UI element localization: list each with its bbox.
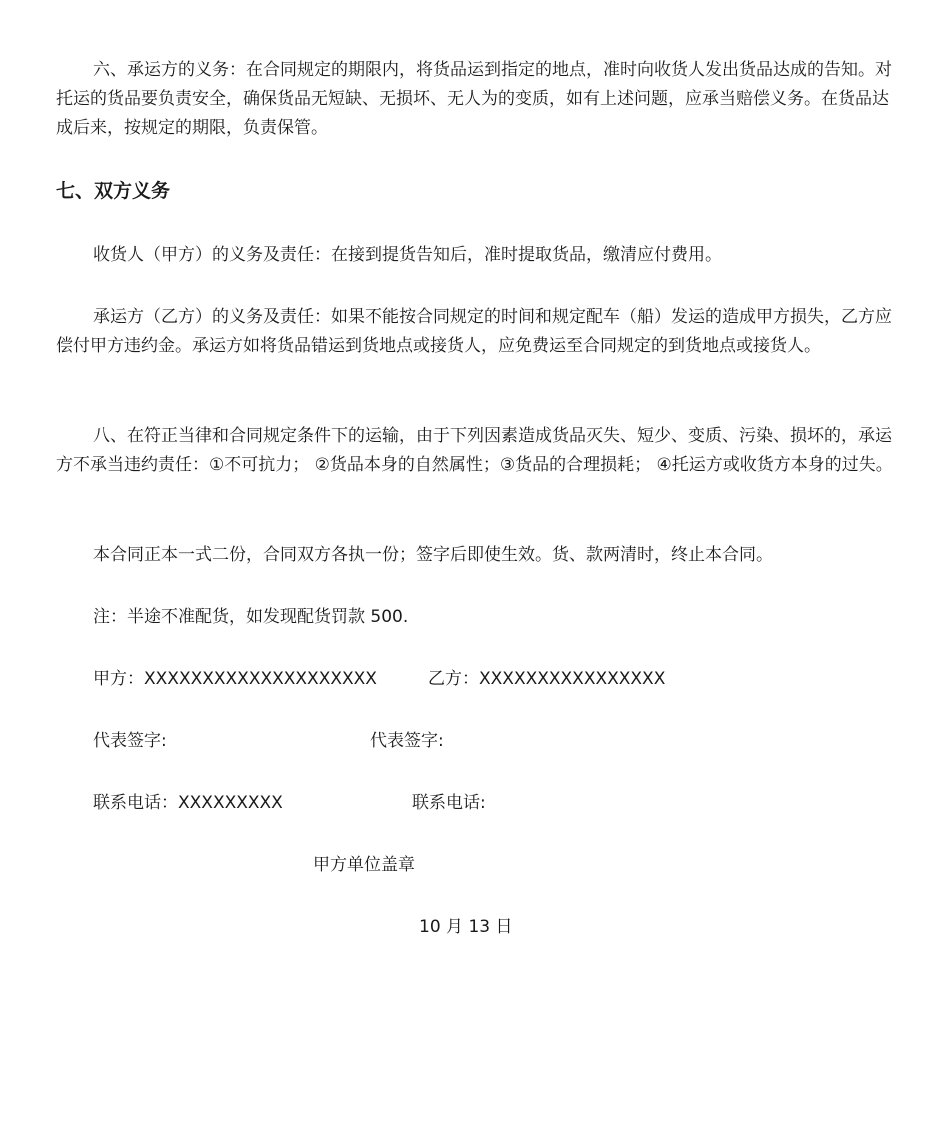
carrier-duty-paragraph: 承运方（乙方）的义务及责任：如果不能按合同规定的时间和规定配车（船）发运的造成甲方损失，乙方应偿付甲方违约金。承运方如将货品错运到货地点或接货人，应免费运至合同规定的到货地点或接货人。 xyxy=(56,307,892,356)
section-7-heading: 七、双方义务 xyxy=(56,180,171,202)
party-a-seal: 甲方单位盖章 xyxy=(313,855,415,875)
clause-6-carrier-obligations: 六、承运方的义务：在合同规定的期限内，将货品运到指定的地点，准时向收货人发出货品达成的告知。对托运的货品要负责安全，确保货品无短缺、无损坏、无人为的变质，如有上述问题，应承当赔偿义务。在货品达成后来，按规定的期限，负责保管。 xyxy=(56,60,892,138)
clause-8-exemptions: 八、在符正当律和合同规定条件下的运输，由于下列因素造成货品灭失、短少、变质、污染、损坏的，承运方不承当违约责任：①不可抗力； ②货品本身的自然属性；③货品的合理损耗； ④托运方或收货方本身的过失。 xyxy=(56,426,893,475)
party-b-phone: 联系电话: xyxy=(412,793,486,813)
signing-date: 10 月 13 日 xyxy=(419,917,513,937)
party-b-name: 乙方：XXXXXXXXXXXXXXXX xyxy=(428,669,666,689)
consignee-duty-paragraph: 收货人（甲方）的义务及责任：在接到提货告知后，准时提取货品，缴清应付费用。 xyxy=(93,245,722,265)
note-paragraph: 注：半途不准配货，如发现配货罚款 500. xyxy=(93,607,409,627)
party-a-representative: 代表签字: xyxy=(93,731,167,751)
party-a-phone: 联系电话：XXXXXXXXX xyxy=(93,793,283,813)
party-b-representative: 代表签字: xyxy=(370,731,444,751)
party-a-name: 甲方：XXXXXXXXXXXXXXXXXXXX xyxy=(93,669,377,689)
copies-paragraph: 本合同正本一式二份，合同双方各执一份；签字后即使生效。货、款两清时，终止本合同。 xyxy=(93,545,773,565)
